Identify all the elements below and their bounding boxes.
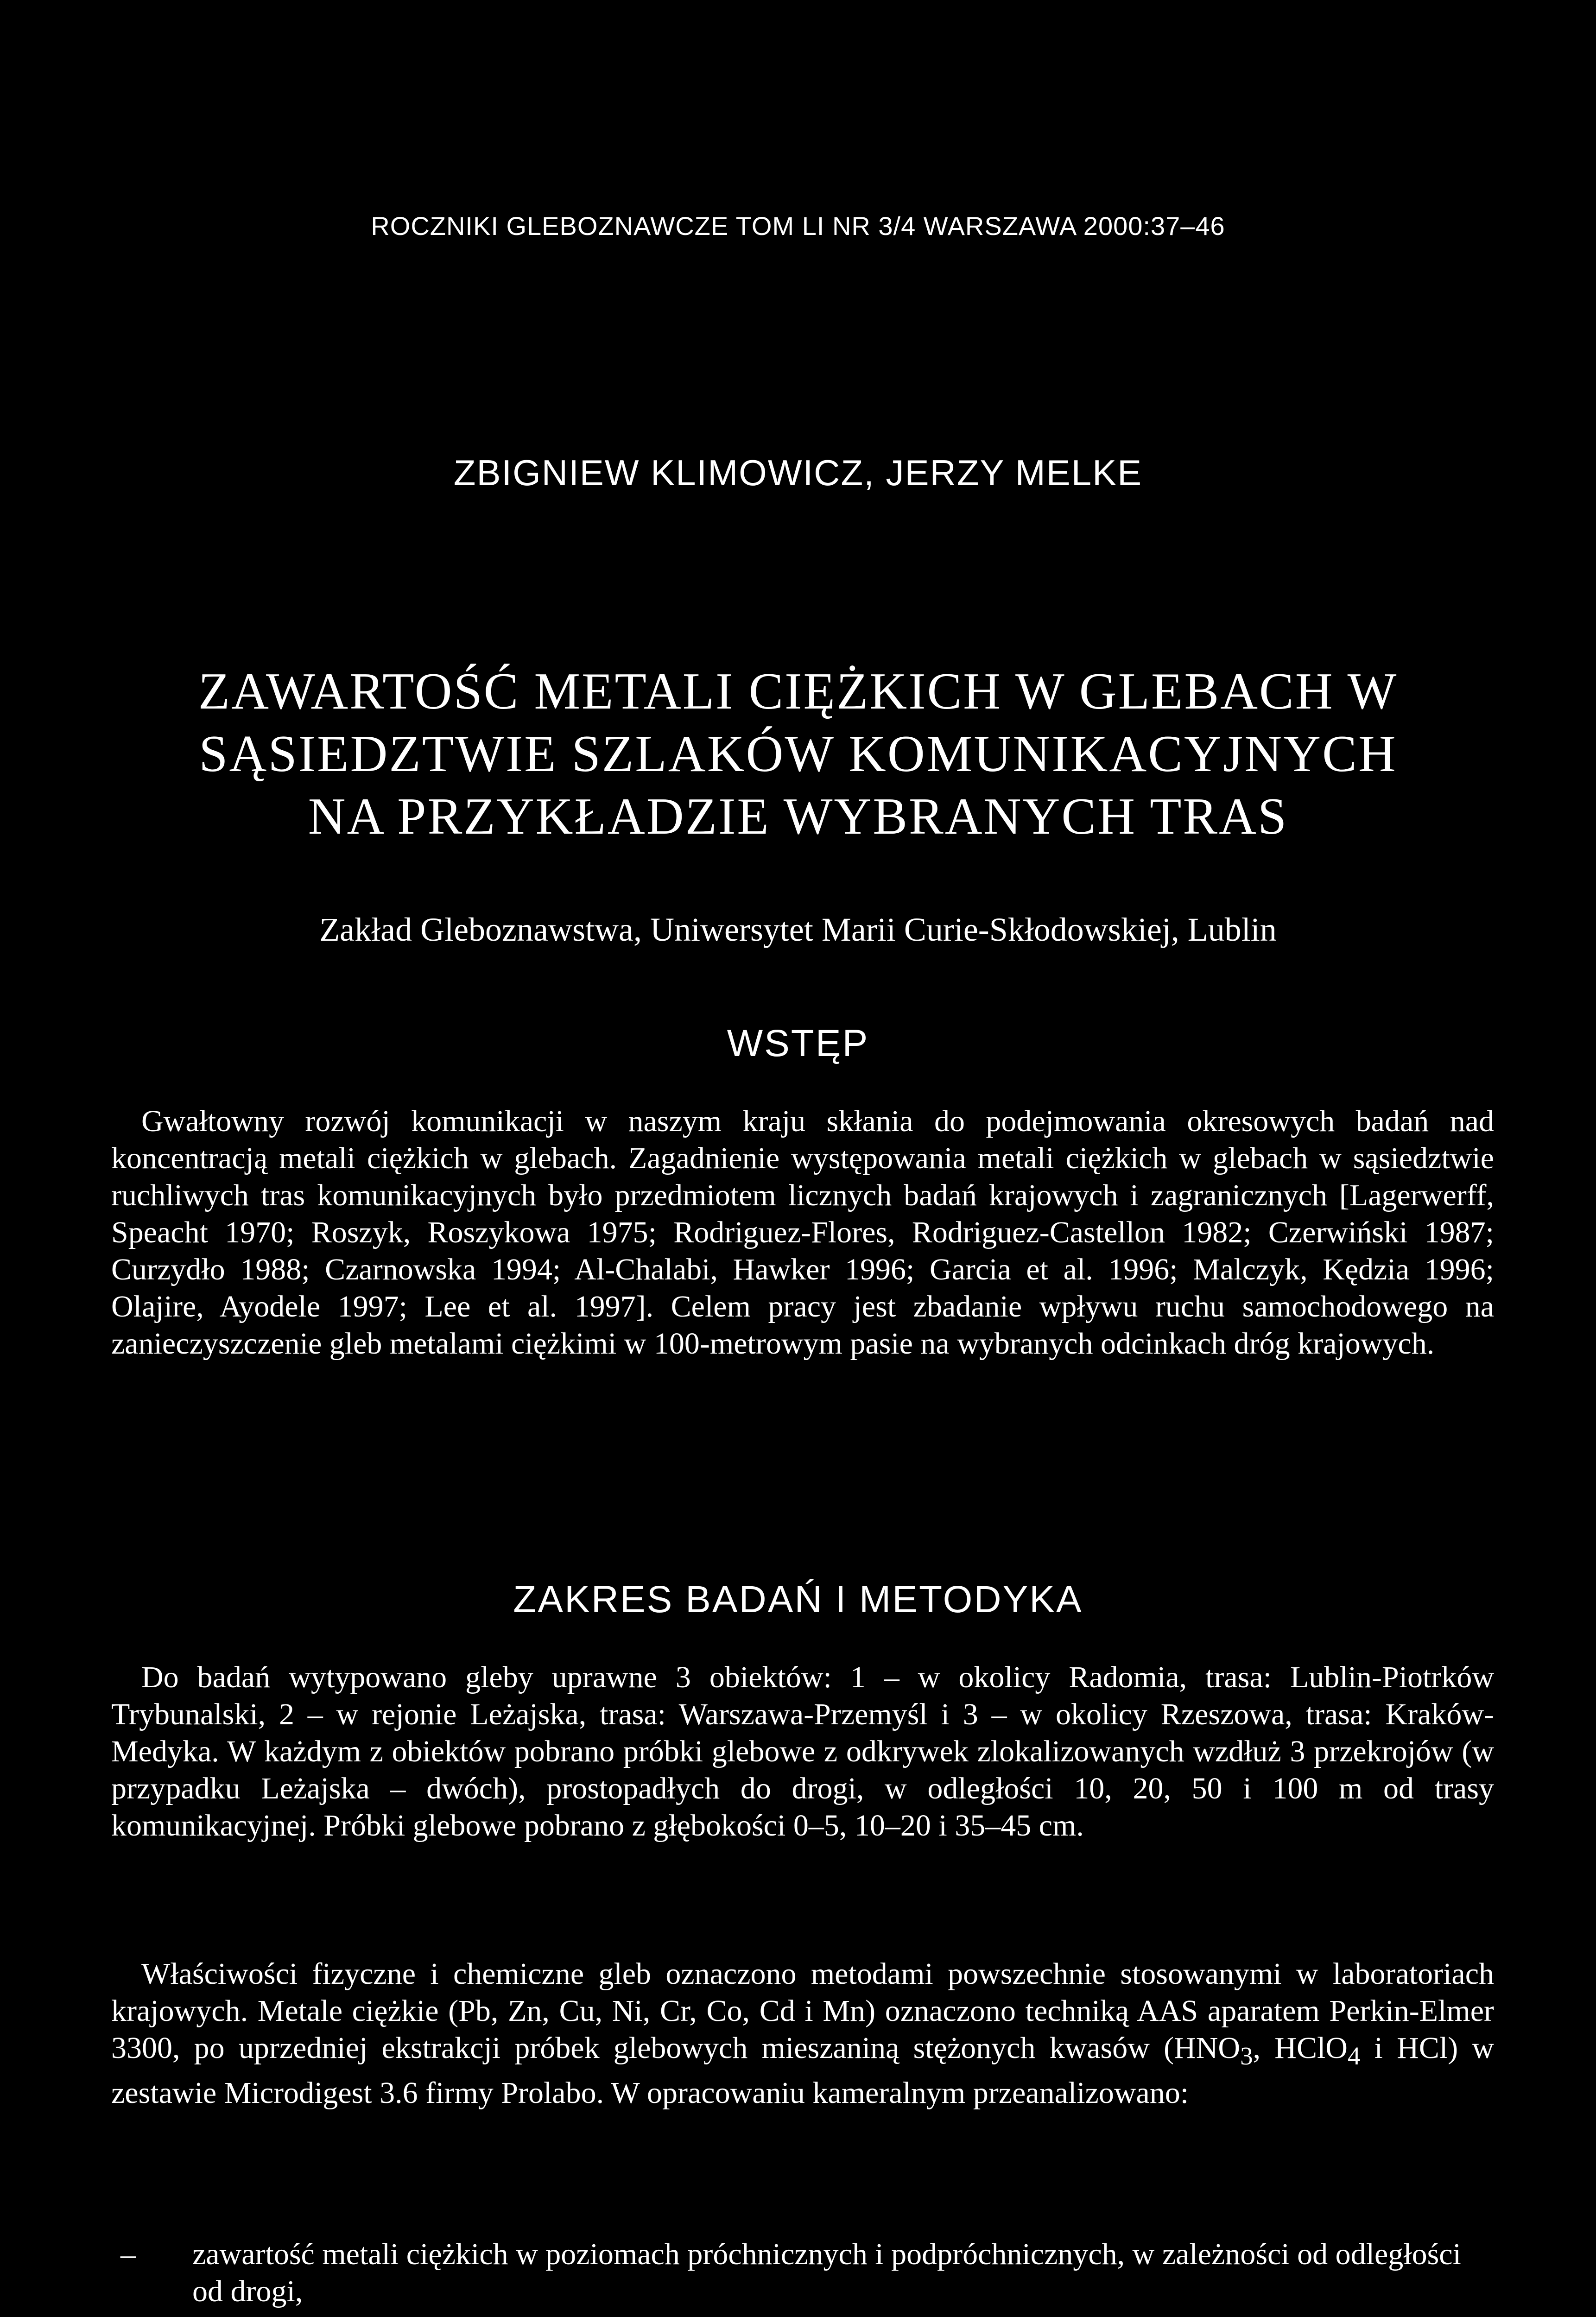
article-title-line-2: SĄSIEDZTWIE SZLAKÓW KOMUNIKACYJNYCH	[199, 725, 1397, 783]
affiliation: Zakład Gleboznawstwa, Uniwersytet Marii Curie-Skłodowskiej, Lublin	[319, 911, 1277, 948]
list-item-text: zawartość metali ciężkich w poziomach próchnicznych i podpróchnicznych, w zależności od odległości od drogi,	[192, 2237, 1461, 2308]
methods-paragraph-2-text-1: Właściwości fizyczne i chemiczne gleb oznaczono metodami powszechnie stosowanymi w laboratoriach krajowych. Metale ciężkie (Pb, Zn, Cu, Ni, Cr, Co, Cd i Mn) oznaczono techniką AAS aparatem Perkin-Elmer 3300, po uprzedniej ekstrakcji próbek glebowych mieszaniną stężonych kwasów (HNO	[111, 1957, 1494, 2065]
list-item-marker: –	[120, 2237, 136, 2271]
subscript-4: 4	[1347, 2042, 1361, 2070]
subscript-3: 3	[1240, 2042, 1253, 2070]
methods-paragraph-2	[111, 1956, 1494, 2112]
article-title-line-3: NA PRZYKŁADZIE WYBRANYCH TRAS	[308, 788, 1288, 845]
journal-header: ROCZNIKI GLEBOZNAWCZE TOM LI NR 3/4 WARSZAWA 2000:37–46	[371, 211, 1225, 241]
article-title	[0, 660, 1596, 848]
methods-paragraph-2-text-3: i HCl) w zestawie Microdigest 3.6 firmy Prolabo. W opracowaniu kameralnym przeanalizowano:	[111, 2031, 1495, 2110]
section-heading-wstep: WSTĘP	[727, 1022, 869, 1064]
methods-paragraph-1: Do badań wytypowano gleby uprawne 3 obiektów: 1 – w okolicy Radomia, trasa: Lublin-Piotrków Trybunalski, 2 – w rejonie Leżajska, trasa: Warszawa-Przemyśl i 3 – w okolicy Rzeszowa, trasa: Kraków-Medyka. W każdym z obiektów pobrano próbki glebowe z odkrywek zlokalizowanych wzdłuż 3 przekrojów (w przypadku Leżajska – dwóch), prostopadłych do drogi, w odległości 10, 20, 50 i 100 m od trasy komunikacyjnej. Próbki glebowe pobrano z głębokości 0–5, 10–20 i 35–45 cm.	[111, 1660, 1494, 1842]
methods-paragraph-2-text-2: , HClO	[1253, 2031, 1348, 2065]
article-title-line-1: ZAWARTOŚĆ METALI CIĘŻKICH W GLEBACH W	[198, 663, 1398, 720]
authors: ZBIGNIEW KLIMOWICZ, JERZY MELKE	[453, 452, 1143, 493]
introduction-paragraph: Gwałtowny rozwój komunikacji w naszym kraju skłania do podejmowania okresowych badań nad koncentracją metali ciężkich w glebach. Zagadnienie występowania metali ciężkich w glebach w sąsiedztwie ruchliwych tras komunikacyjnych było przedmiotem licznych badań krajowych i zagranicznych [Lagerwerff, Speacht 1970; Roszyk, Roszykowa 1975; Rodriguez-Flores, Rodriguez-Castellon 1982; Czerwiński 1987; Curzydło 1988; Czarnowska 1994; Al-Chalabi, Hawker 1996; Garcia et al. 1996; Malczyk, Kędzia 1996; Olajire, Ayodele 1997; Lee et al. 1997]. Celem pracy jest zbadanie wpływu ruchu samochodowego na zanieczyszczenie gleb metalami ciężkimi w 100-metrowym pasie na wybranych odcinkach dróg krajowych.	[111, 1104, 1494, 1361]
section-heading-methods: ZAKRES BADAŃ I METODYKA	[513, 1578, 1083, 1621]
